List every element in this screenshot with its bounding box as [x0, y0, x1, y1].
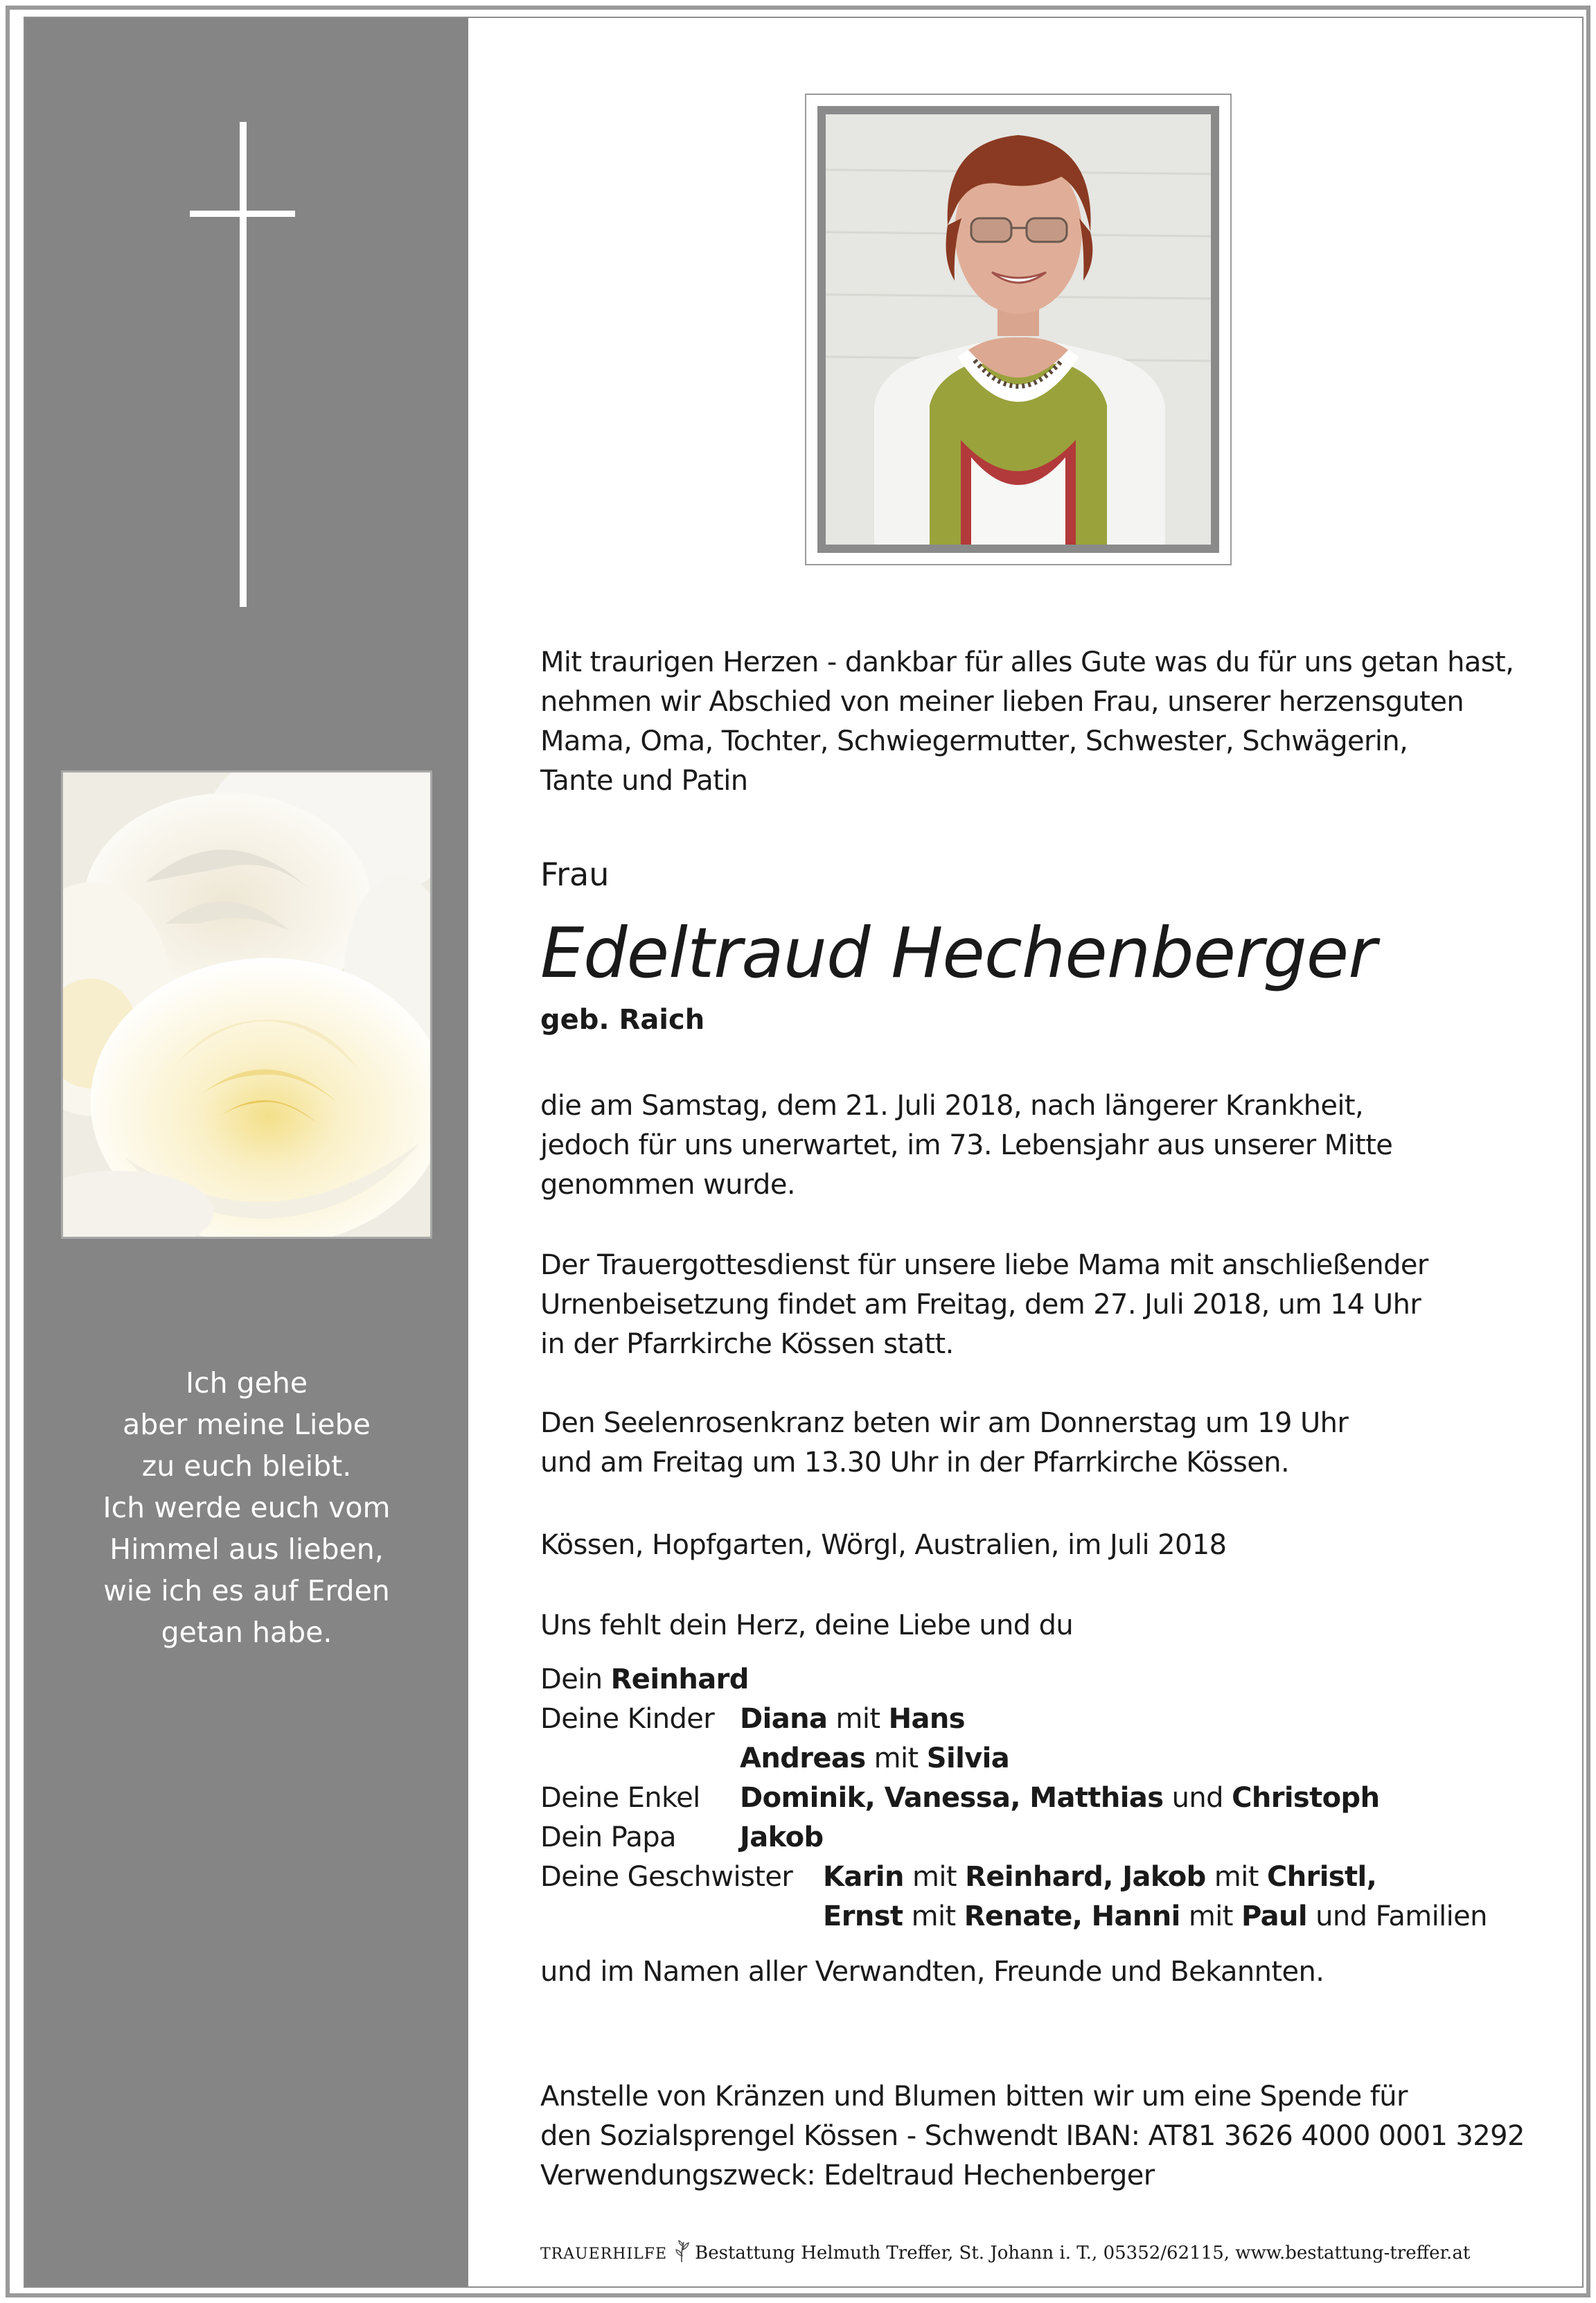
relative-label: Deine Geschwister — [540, 1861, 793, 1893]
relative-names — [740, 1700, 965, 1739]
relative-name: Christl, — [1266, 1861, 1377, 1893]
relative-name: Silvia — [926, 1742, 1010, 1774]
places-date: Kössen, Hopfgarten, Wörgl, Australien, im Juli 2018 — [540, 1529, 1227, 1561]
relative-name: Hans — [888, 1703, 965, 1735]
poem-line: zu euch bleibt. — [141, 1449, 352, 1483]
connector: mit — [911, 1900, 956, 1932]
rose-image — [61, 770, 432, 1239]
rosary-line: und am Freitag um 13.30 Uhr in der Pfarrkirche Kössen. — [540, 1447, 1290, 1479]
relative-names — [823, 1897, 1487, 1936]
footer-text: Bestattung Helmuth Treffer, St. Johann i. T., 05352/62115, www.bestattung-treffer.at — [695, 2243, 1471, 2264]
service-line: Urnenbeisetzung findet am Freitag, dem 27. Juli 2018, um 14 Uhr — [540, 1289, 1421, 1321]
connector: mit — [1214, 1861, 1259, 1893]
deceased-name: Edeltraud Hechenberger — [540, 912, 1376, 994]
portrait-frame — [805, 94, 1232, 565]
intro-line: nehmen wir Abschied von meiner lieben Frau, unserer herzensguten — [540, 686, 1464, 718]
death-line: die am Samstag, dem 21. Juli 2018, nach längerer Krankheit, — [540, 1090, 1364, 1122]
relative-name: Diana — [740, 1703, 828, 1735]
donation-notice — [540, 2077, 1566, 2196]
footer-brand: TRAUERHILFE — [540, 2245, 668, 2263]
rosary-notice — [540, 1404, 1566, 1483]
cross-icon-bar — [190, 211, 295, 217]
relative-names — [740, 1779, 1379, 1818]
relative-name: Paul — [1241, 1900, 1308, 1932]
relative-name: Reinhard — [610, 1664, 749, 1695]
relative-names — [740, 1739, 1009, 1779]
relative-name: Ernst — [823, 1900, 903, 1932]
birth-name: geb. Raich — [540, 1004, 705, 1036]
relative-name: Christoph — [1232, 1782, 1380, 1814]
donation-line: den Sozialsprengel Kössen - Schwendt IBAN: AT81 3626 4000 0001 3292 — [540, 2120, 1525, 2152]
donation-line: Anstelle von Kränzen und Blumen bitten wir um eine Spende für — [540, 2081, 1408, 2112]
connector: und — [1171, 1782, 1223, 1814]
salutation: Frau — [540, 856, 610, 893]
relative-label: Deine Kinder — [540, 1703, 715, 1735]
rosary-line: Den Seelenrosenkranz beten wir am Donnerstag um 19 Uhr — [540, 1407, 1349, 1439]
relative-label: Dein Papa — [540, 1821, 676, 1853]
service-line: Der Trauergottesdienst für unsere liebe Mama mit anschließender — [540, 1249, 1428, 1281]
death-notice — [540, 1086, 1566, 1205]
intro-line: Mit traurigen Herzen - dankbar für alles Gute was du für uns getan hast, — [540, 646, 1514, 678]
relative-label: Deine Enkel — [540, 1782, 700, 1814]
relative-label: Dein — [540, 1664, 603, 1695]
portrait-matte — [817, 106, 1219, 553]
portrait-photo — [826, 114, 1211, 545]
death-line: genommen wurde. — [540, 1169, 795, 1201]
connector: mit — [874, 1742, 919, 1774]
relative-husband — [540, 1660, 749, 1700]
poem-line: Ich werde euch vom — [103, 1491, 391, 1524]
poem-line: wie ich es auf Erden — [103, 1574, 390, 1607]
relative-names — [823, 1858, 1376, 1897]
intro-line: Mama, Oma, Tochter, Schwiegermutter, Schwester, Schwägerin, — [540, 725, 1408, 757]
relative-name: Jakob — [740, 1821, 824, 1853]
closing-line: und im Namen aller Verwandten, Freunde und Bekannten. — [540, 1956, 1324, 1988]
donation-line: Verwendungszweck: Edeltraud Hechenberger — [540, 2160, 1155, 2191]
relative-name: Karin — [823, 1861, 904, 1893]
relative-name: Renate, Hanni — [964, 1900, 1180, 1932]
connector: mit — [835, 1703, 880, 1735]
death-line: jedoch für uns unerwartet, im 73. Lebensjahr aus unserer Mitte — [540, 1129, 1393, 1161]
white-rose-illustration — [63, 773, 430, 1237]
intro-line: Tante und Patin — [540, 765, 748, 797]
footer — [540, 2239, 1470, 2268]
sprig-icon — [673, 2239, 691, 2263]
poem-line: aber meine Liebe — [123, 1408, 371, 1441]
relative-names — [740, 1818, 824, 1858]
cross-icon — [240, 122, 247, 607]
relative-name: Andreas — [740, 1742, 866, 1774]
service-line: in der Pfarrkirche Kössen statt. — [540, 1328, 954, 1360]
poem-line: Ich gehe — [185, 1366, 308, 1400]
connector: und Familien — [1315, 1900, 1487, 1932]
intro-text — [540, 643, 1566, 801]
connector: mit — [1188, 1900, 1233, 1932]
poem-line: getan habe. — [161, 1616, 332, 1649]
poem-line: Himmel aus lieben, — [109, 1533, 384, 1566]
relative-name: Dominik, Vanessa, Matthias — [740, 1782, 1164, 1814]
miss-line: Uns fehlt dein Herz, deine Liebe und du — [540, 1609, 1074, 1641]
relative-name: Reinhard, Jakob — [965, 1861, 1206, 1893]
service-notice — [540, 1246, 1566, 1364]
connector: mit — [912, 1861, 957, 1893]
poem — [25, 1362, 468, 1653]
